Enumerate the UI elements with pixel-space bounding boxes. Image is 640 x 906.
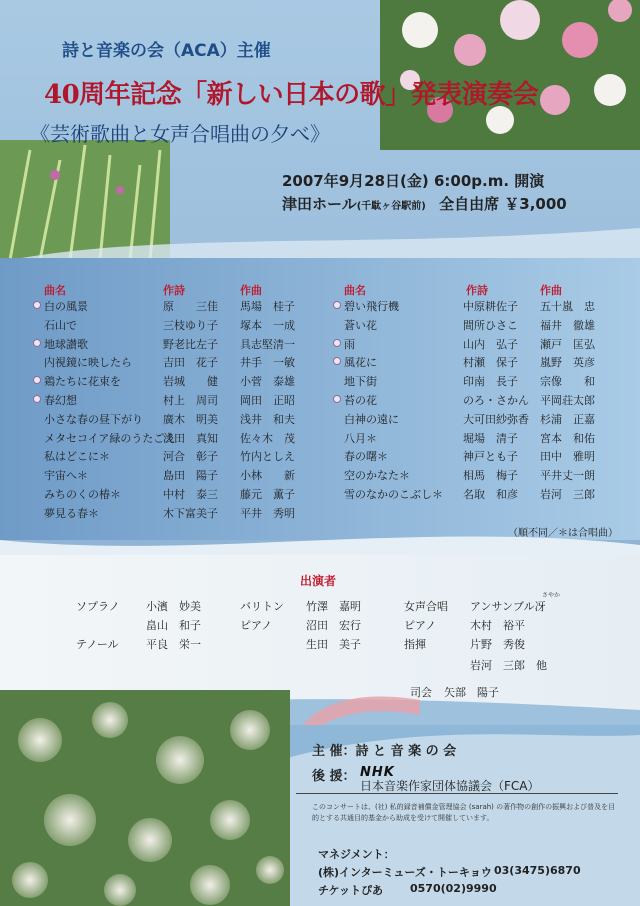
piano-performer: 生田 美子 <box>306 638 361 651</box>
lyricist-name: 原 三佳 <box>163 300 218 313</box>
tenor-label: テノール <box>76 638 119 651</box>
organizer-line: 詩と音楽の会（ACA）主催 <box>62 41 271 61</box>
mc-label: 司会 <box>410 686 432 699</box>
lyricist-name: 野老比左子 <box>163 337 218 351</box>
white-flowers-photo <box>0 690 290 906</box>
event-title: 40周年記念「新しい日本の歌」発表演奏会 <box>44 80 539 110</box>
song-title: 蒼い花 <box>344 318 377 332</box>
support-label: 後 援： <box>312 769 356 784</box>
composer-name: 岩河 三郎 <box>540 488 595 501</box>
song-title: 春の曙＊ <box>344 450 388 464</box>
choir-piano-label: ピアノ <box>404 619 437 632</box>
composer-name: 田中 雅明 <box>540 450 595 464</box>
right-song-header: 曲名 <box>344 284 366 297</box>
composer-name: 嵐野 英彦 <box>540 356 595 370</box>
lyricist-name: 印南 長子 <box>463 375 518 389</box>
ticket-phone: 0570(02)9990 <box>410 882 497 895</box>
song-title: 八月＊ <box>344 431 377 445</box>
song-title: 白神の遠に <box>344 412 399 426</box>
grant-notice: このコンサートは、(社) 私的録音補償金管理協会 (sarah) の著作物の創作の振興および普及を目的とする共通目的基金から助成を受けて開催しています。 <box>312 803 616 822</box>
right-lyricist-header: 作詩 <box>466 284 488 297</box>
ticket-label: チケットぴあ <box>318 884 384 897</box>
lyricist-name: 浅田 真知 <box>163 431 218 445</box>
right-composer-header: 作曲 <box>540 284 562 297</box>
lyricist-name: 間所ひさこ <box>463 318 518 332</box>
composer-name: 瀬戸 匡弘 <box>540 337 595 351</box>
host-line <box>312 740 456 759</box>
lyricist-name: 村上 周司 <box>163 394 218 407</box>
support-org: 日本音楽作家団体協議会（FCA） <box>360 779 540 793</box>
composer-name: 宮本 和佑 <box>540 431 595 445</box>
performers-title: 出演者 <box>300 574 337 588</box>
conductor-label: 指揮 <box>404 638 426 651</box>
composer-name: 井手 一敏 <box>240 356 295 370</box>
management-company: (株)インターミューズ・トーキョウ <box>318 866 492 879</box>
left-song-header: 曲名 <box>44 284 66 297</box>
composer-name: 杉浦 正嘉 <box>540 412 595 426</box>
new-work-bullet-icon <box>33 301 41 309</box>
new-work-bullet-icon <box>333 395 341 403</box>
song-title: 宇宙へ＊ <box>44 469 88 483</box>
choir-piano-performer: 木村 裕平 <box>470 619 525 632</box>
lyricist-name: 神戸とも子 <box>463 450 518 464</box>
song-title: 鶏たちに花束を <box>44 375 121 389</box>
new-work-bullet-icon <box>33 339 41 347</box>
lyricist-name: 中原耕佐子 <box>463 300 518 313</box>
new-work-bullet-icon <box>33 395 41 403</box>
song-title: 雪のなかのこぶし＊ <box>344 488 443 501</box>
nhk-logo: NHK <box>360 765 395 780</box>
composer-name: 塚本 一成 <box>240 318 295 332</box>
composer-name: 岡田 正昭 <box>240 394 295 407</box>
lyricist-name: 村瀬 保子 <box>463 356 518 370</box>
song-title: 夢見る春＊ <box>44 506 99 520</box>
song-title: 碧い飛行機 <box>344 300 399 313</box>
lyricist-name: 吉田 花子 <box>163 356 218 370</box>
baritone-performer: 竹澤 嘉明 <box>306 600 361 613</box>
song-title: 内視鏡に映したら <box>44 356 132 370</box>
tenor-performer: 平良 栄一 <box>146 638 201 651</box>
composer-name: 宗像 和 <box>540 375 595 389</box>
event-subtitle: 《芸術歌曲と女声合唱曲の夕べ》 <box>30 122 330 146</box>
lyricist-name: 木下富美子 <box>163 506 218 520</box>
song-title: 地下街 <box>344 375 377 389</box>
lyricist-name: 廣木 明美 <box>163 412 218 426</box>
grass-photo <box>0 140 170 260</box>
lyricist-name: 三枝ゆり子 <box>163 318 218 332</box>
mc-performer: 矢部 陽子 <box>444 686 499 699</box>
conductor-performer: 岩河 三郎 他 <box>470 659 547 672</box>
composer-name: 小林 新 <box>240 469 295 483</box>
lyricist-name: 堀場 清子 <box>463 431 518 445</box>
composer-name: 五十嵐 忠 <box>540 300 595 313</box>
soprano-label: ソプラノ <box>76 600 120 613</box>
composer-name: 竹内としえ <box>240 450 295 464</box>
composer-name: 具志堅清一 <box>240 337 295 351</box>
composer-name: 平岡荘太郎 <box>540 394 595 407</box>
composer-name: 平井丈一朗 <box>540 469 595 483</box>
song-title: 石山で <box>44 318 77 332</box>
composer-name: 小菅 泰雄 <box>240 375 295 389</box>
choir-performer: アンサンブル冴 <box>470 600 546 613</box>
baritone-label: バリトン <box>240 600 284 613</box>
soprano-performer: 小濱 妙美 <box>146 600 201 613</box>
composer-name: 馬場 桂子 <box>240 300 295 313</box>
management-label: マネジメント： <box>318 848 395 861</box>
song-title: 私はどこに＊ <box>44 450 110 464</box>
venue-name: 津田ホール <box>282 195 357 213</box>
program-note: （順不同／＊は合唱曲） <box>508 528 618 539</box>
left-composer-header: 作曲 <box>240 284 262 297</box>
soprano-performer: 畠山 和子 <box>146 619 201 632</box>
left-lyricist-header: 作詩 <box>163 284 185 297</box>
lyricist-name: 河合 彰子 <box>163 450 218 464</box>
seating-price: 全自由席 ￥3,000 <box>439 195 567 213</box>
event-date: 2007年9月28日(金) 6:00p.m. 開演 <box>282 172 545 190</box>
song-title: 雨 <box>344 337 355 351</box>
composer-name: 佐々木 茂 <box>240 431 295 445</box>
lyricist-name: 中村 泰三 <box>163 488 218 501</box>
lyricist-name: のろ・さかん <box>463 394 529 407</box>
composer-name: 浅井 和夫 <box>240 412 295 426</box>
song-title: 苔の花 <box>344 394 377 407</box>
song-title: 地球讃歌 <box>44 337 88 351</box>
conductor-performer: 片野 秀俊 <box>470 638 525 651</box>
lyricist-name: 大可田紗弥香 <box>463 412 529 426</box>
lyricist-name: 島田 陽子 <box>163 469 218 483</box>
event-venue <box>282 193 567 214</box>
choir-ruby: さやか <box>542 592 561 599</box>
lyricist-name: 岩城 健 <box>163 375 218 389</box>
song-title: 春幻想 <box>44 394 77 407</box>
new-work-bullet-icon <box>333 301 341 309</box>
song-title: みちのくの椿＊ <box>44 488 121 501</box>
host-name: 詩 と 音 楽 の 会 <box>355 744 457 759</box>
lyricist-name: 相馬 梅子 <box>463 469 518 483</box>
host-label: 主 催： <box>312 744 356 759</box>
lyricist-name: 山内 弘子 <box>463 337 518 351</box>
piano-performer: 沼田 宏行 <box>306 619 361 632</box>
lyricist-name: 名取 和彦 <box>463 488 518 501</box>
song-title: 小さな春の昼下がり <box>44 412 143 426</box>
song-title: 空のかなた＊ <box>344 469 410 483</box>
management-phone: 03(3475)6870 <box>494 864 581 877</box>
piano-label: ピアノ <box>240 619 273 632</box>
composer-name: 藤元 薫子 <box>240 488 295 501</box>
composer-name: 福井 徹雄 <box>540 318 595 332</box>
song-title: メタセコイア緑のうたごえ <box>44 431 176 445</box>
composer-name: 平井 秀明 <box>240 506 295 520</box>
new-work-bullet-icon <box>333 339 341 347</box>
choir-label: 女声合唱 <box>404 600 448 613</box>
song-title: 白の風景 <box>44 300 88 313</box>
venue-station: (千駄ヶ谷駅前) <box>356 201 426 212</box>
song-title: 風花に <box>344 356 377 370</box>
